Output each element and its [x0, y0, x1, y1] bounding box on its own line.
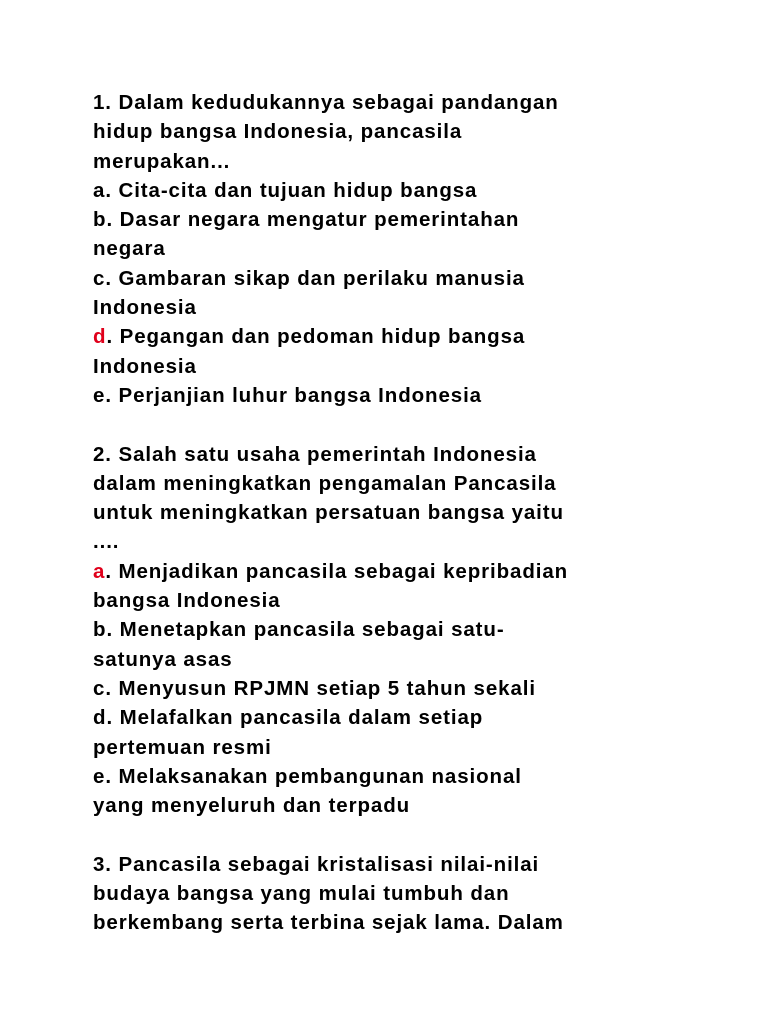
document-page — [93, 88, 733, 938]
question-block-3 — [93, 850, 733, 938]
option-text-continued: yang menyeluruh dan terpadu — [93, 794, 411, 818]
option-text — [93, 205, 733, 234]
option-text — [93, 557, 733, 586]
option-letter: b — [93, 618, 107, 642]
question-text: 2. Salah satu usaha pemerintah Indonesia — [93, 442, 537, 466]
option-text — [93, 674, 733, 703]
option-text — [93, 762, 733, 791]
option-text-continued: Indonesia — [93, 296, 197, 320]
question-text-continued: untuk meningkatkan persatuan bangsa yaitu — [93, 501, 564, 525]
option-label: . Melafalkan pancasila dalam setiap — [106, 706, 484, 730]
option-text — [93, 176, 733, 205]
option-text — [93, 264, 733, 293]
question-text-continued: hidup bangsa Indonesia, pancasila — [93, 120, 463, 144]
question-text-continued: berkembang serta terbina sejak lama. Dalam — [93, 911, 564, 935]
option-b — [93, 615, 733, 674]
question-text: 1. Dalam kedudukannya sebagai pandangan — [93, 91, 559, 114]
option-d — [93, 322, 733, 381]
option-c — [93, 264, 733, 323]
option-d — [93, 703, 733, 762]
option-label: . Gambaran sikap dan perilaku manusia — [105, 266, 525, 290]
option-label: . Menjadikan pancasila sebagai kepribadian — [105, 559, 569, 583]
option-label: . Melaksanakan pembangunan nasional — [105, 764, 522, 788]
option-letter: d — [93, 706, 107, 730]
question-text: 3. Pancasila sebagai kristalisasi nilai-nilai — [93, 852, 540, 876]
question-separator — [93, 820, 733, 849]
option-e — [93, 381, 733, 410]
option-c — [93, 674, 733, 703]
option-letter: e — [93, 764, 106, 788]
correct-answer-letter: d — [93, 325, 107, 349]
option-a — [93, 557, 733, 616]
correct-answer-letter: a — [93, 559, 106, 583]
option-letter: b — [93, 208, 107, 232]
option-label: . Menyusun RPJMN setiap 5 tahun sekali — [105, 676, 536, 700]
option-text-continued: negara — [93, 237, 166, 261]
option-text-continued: satunya asas — [93, 647, 233, 671]
option-text — [93, 703, 733, 732]
option-text — [93, 381, 733, 410]
option-label: . Dasar negara mengatur pemerintahan — [106, 208, 520, 232]
option-letter: c — [93, 266, 106, 290]
option-a — [93, 176, 733, 205]
question-block-1 — [93, 88, 733, 410]
question-text-continued: .... — [93, 530, 120, 554]
option-label: . Pegangan dan pedoman hidup bangsa — [106, 325, 526, 349]
option-text-continued: pertemuan resmi — [93, 735, 272, 759]
option-letter: c — [93, 676, 106, 700]
option-text-continued: bangsa Indonesia — [93, 589, 281, 613]
question-text-continued: dalam meningkatkan pengamalan Pancasila — [93, 471, 557, 495]
option-b — [93, 205, 733, 264]
question-text-continued: merupakan... — [93, 149, 231, 173]
option-text — [93, 322, 733, 351]
option-text — [93, 615, 733, 644]
question-block-2 — [93, 440, 733, 821]
question-text-continued: budaya bangsa yang mulai tumbuh dan — [93, 882, 510, 906]
option-e — [93, 762, 733, 821]
option-letter: e — [93, 383, 106, 407]
option-label: . Perjanjian luhur bangsa Indonesia — [105, 383, 482, 407]
option-letter: a — [93, 178, 106, 202]
option-label: . Menetapkan pancasila sebagai satu- — [106, 618, 505, 642]
option-text-continued: Indonesia — [93, 354, 197, 378]
option-label: . Cita-cita dan tujuan hidup bangsa — [105, 178, 478, 202]
question-separator — [93, 410, 733, 439]
